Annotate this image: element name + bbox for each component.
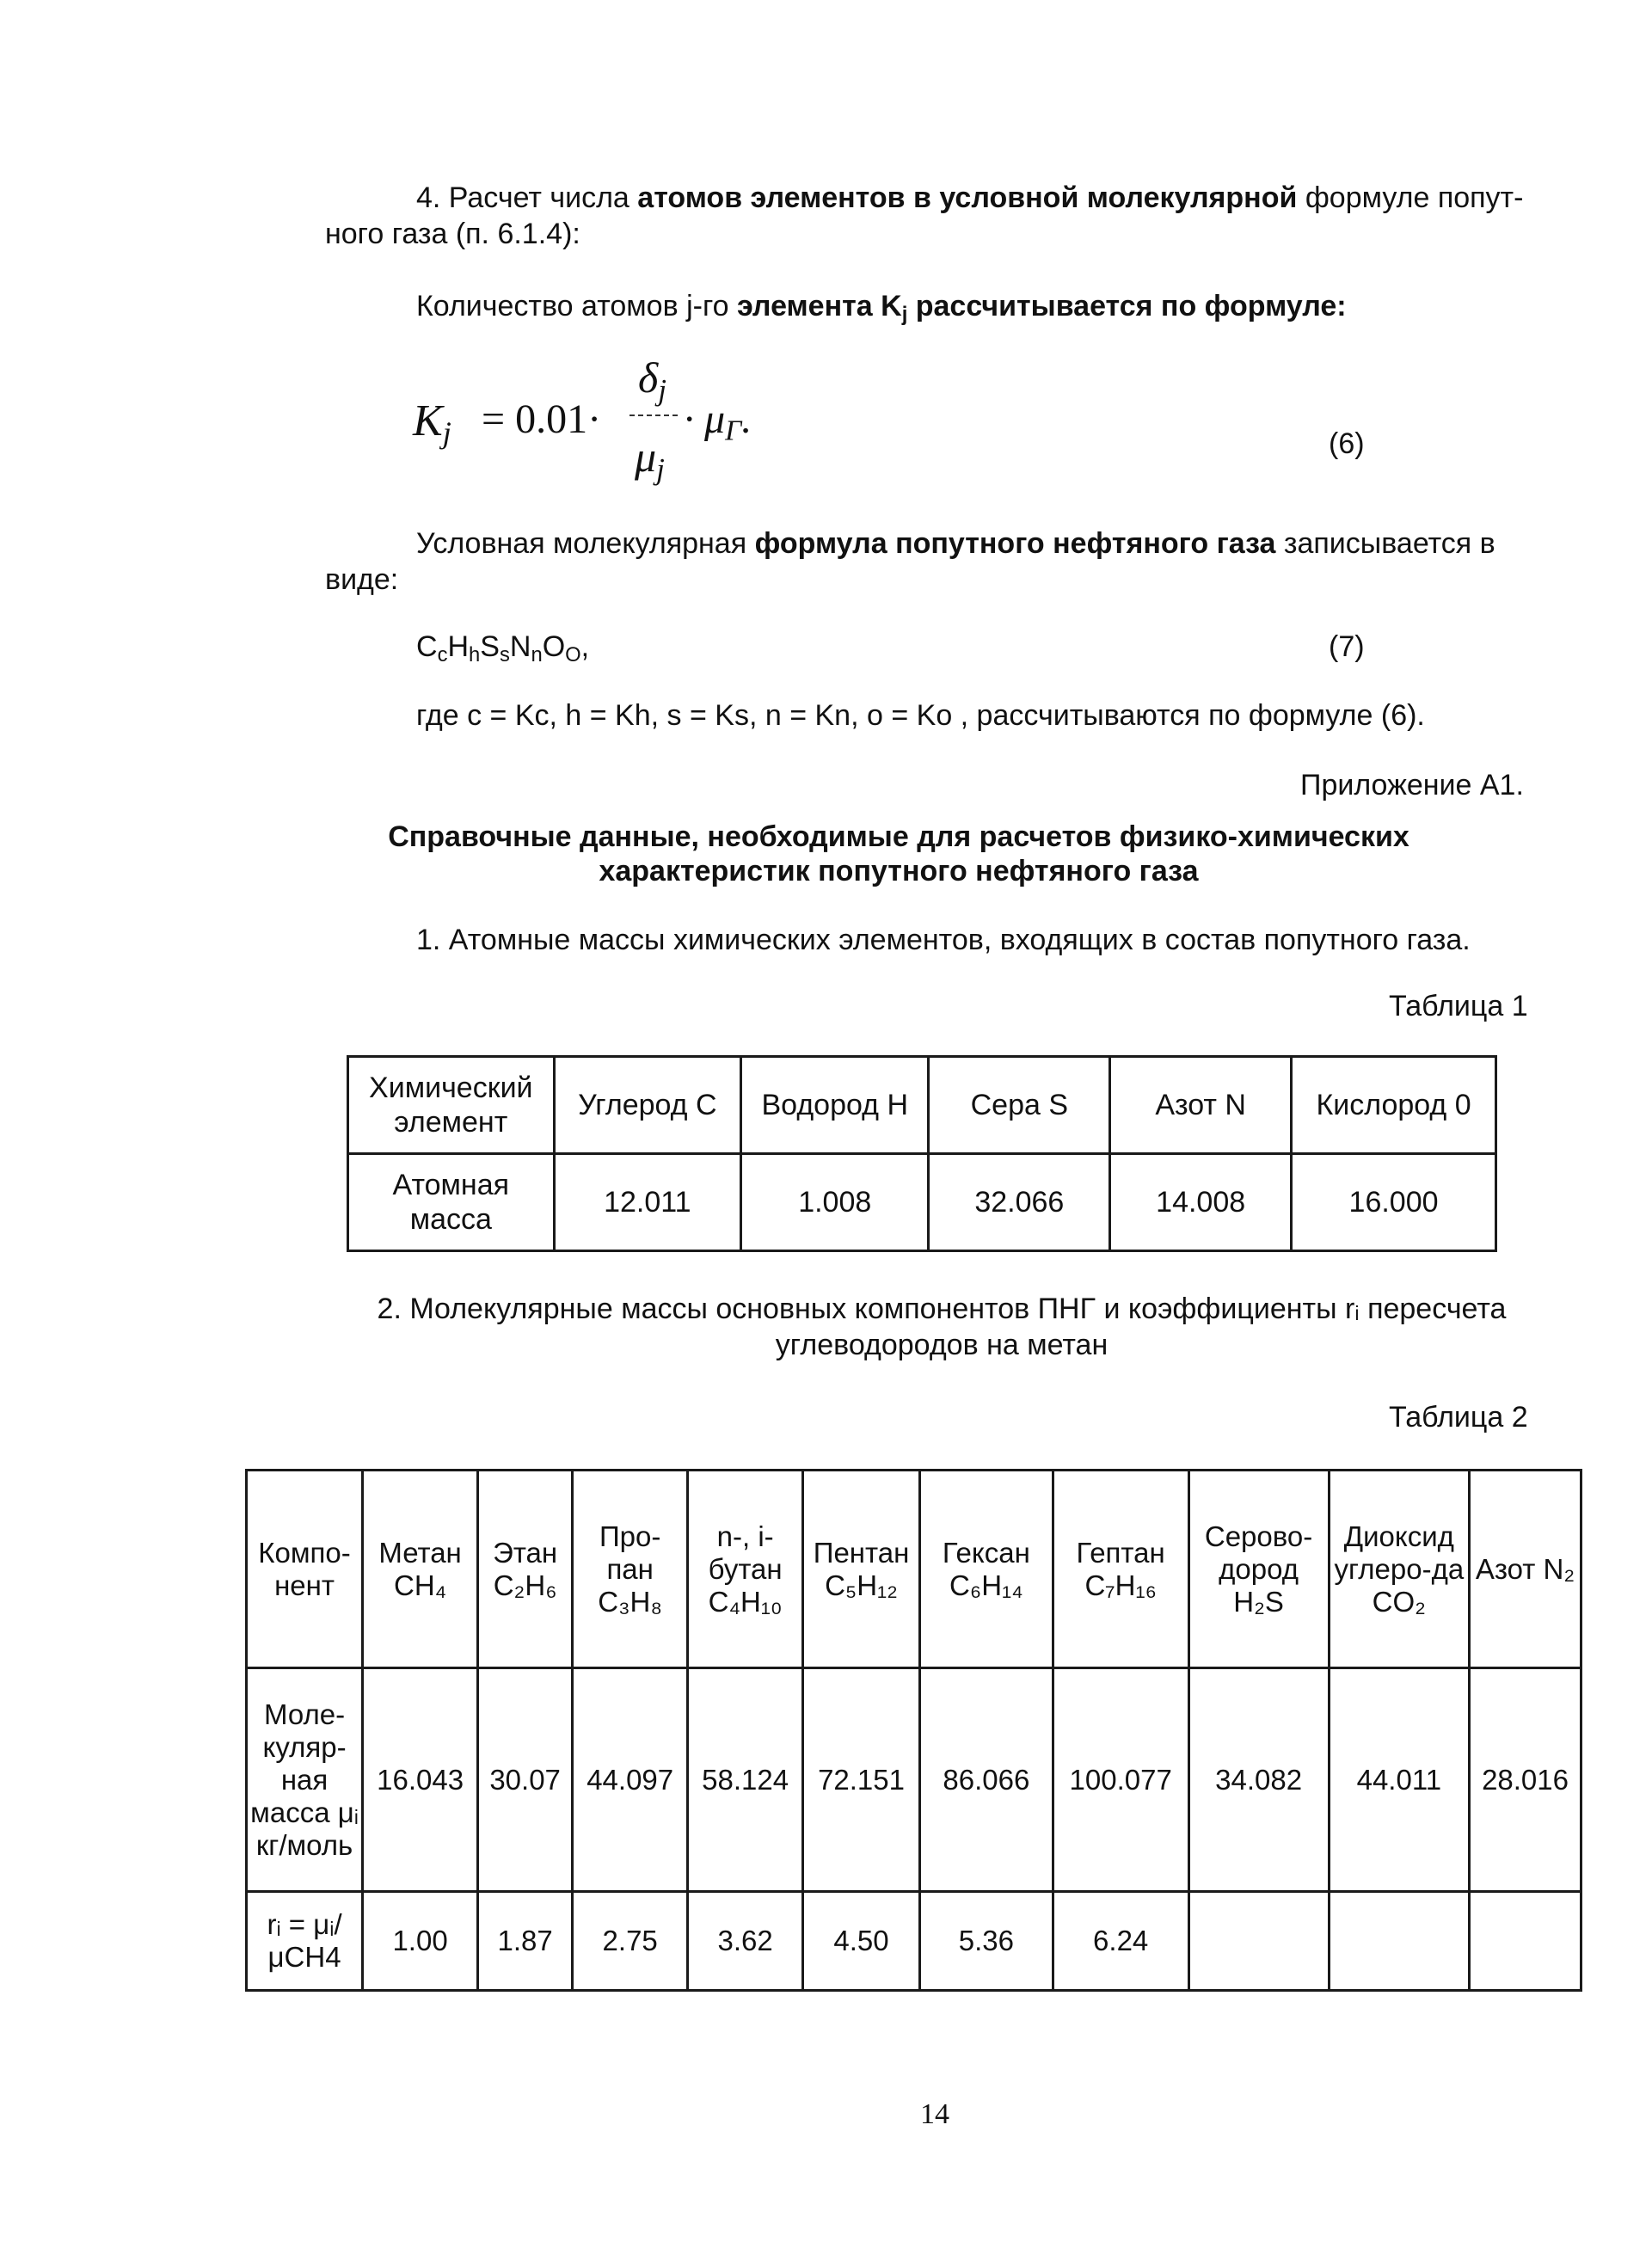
table-row: rᵢ = μᵢ/μCH4 1.00 1.87 2.75 3.62 4.50 5.36 6.24 — [247, 1892, 1581, 1991]
item1-text: 1. Атомные массы химических элементов, входящих в состав попутного газа. — [416, 924, 1471, 956]
table-1 — [347, 1055, 1497, 1252]
ref-title-line1: Справочные данные, необходимые для расчетов физико-химических — [388, 820, 1409, 853]
where-line: где c = Kc, h = Kh, s = Ks, n = Kn, o = Ko , рассчитываются по формуле (6). — [416, 699, 1425, 732]
equation-number-7: (7) — [1329, 630, 1365, 663]
table-2 — [245, 1469, 1582, 1992]
kj-intro: Количество атомов j-го элемента $K_j$ рассчитывается по формуле: — [416, 290, 1347, 326]
table-row: Химический элемент Углерод С Водород Н Сера S Азот N Кислород 0 — [348, 1057, 1496, 1154]
section4-line2: ного газа (п. 6.1.4): — [325, 218, 580, 250]
cond-formula-line1: Условная молекулярная формула попутного нефтяного газа записывается в — [416, 527, 1495, 560]
formula-6: $K_j$ = 0.01· $\delta_j$ $\mu_j$ · $\mu_Г$. (6) — [413, 353, 1365, 486]
table1-label: Таблица 1 — [1389, 990, 1528, 1022]
fraction-bar — [629, 415, 678, 416]
table-row: Атомная масса 12.011 1.008 32.066 14.008 16.000 — [348, 1154, 1496, 1251]
formula-7: $C_cH_hS_sN_nO_O$, — [416, 630, 590, 666]
item2-line2: углеводородов на метан — [775, 1329, 1108, 1361]
appendix-label: Приложение А1. — [1300, 769, 1524, 801]
equation-number-6: (6) — [1329, 427, 1365, 460]
table-row: Моле-куляр-ная масса μᵢ кг/моль 16.043 30.07 44.097 58.124 72.151 86.066 100.077 34.082 44.011 28.016 — [247, 1668, 1581, 1892]
section4-line1: 4. Расчет числа атомов элементов в условной молекулярной формуле попут- — [416, 181, 1524, 214]
table-row: Компо-нент Метан CH₄ Этан C₂H₆ Про-пан C₃H₈ n-, i-бутан C₄H₁₀ Пентан C₅H₁₂ Гексан C₆H₁₄ Гептан C₇H₁₆ Серово-дород H₂S Диоксид углеро-да CO₂ Азот N₂ — [247, 1471, 1581, 1668]
page-number: 14 — [920, 2098, 949, 2130]
cond-formula-line2: виде: — [325, 563, 399, 596]
item2-line1: 2. Молекулярные массы основных компонентов ПНГ и коэффициенты rᵢ пересчета — [377, 1293, 1507, 1325]
table2-label: Таблица 2 — [1389, 1401, 1528, 1434]
ref-title-line2: характеристик попутного нефтяного газа — [599, 855, 1199, 887]
